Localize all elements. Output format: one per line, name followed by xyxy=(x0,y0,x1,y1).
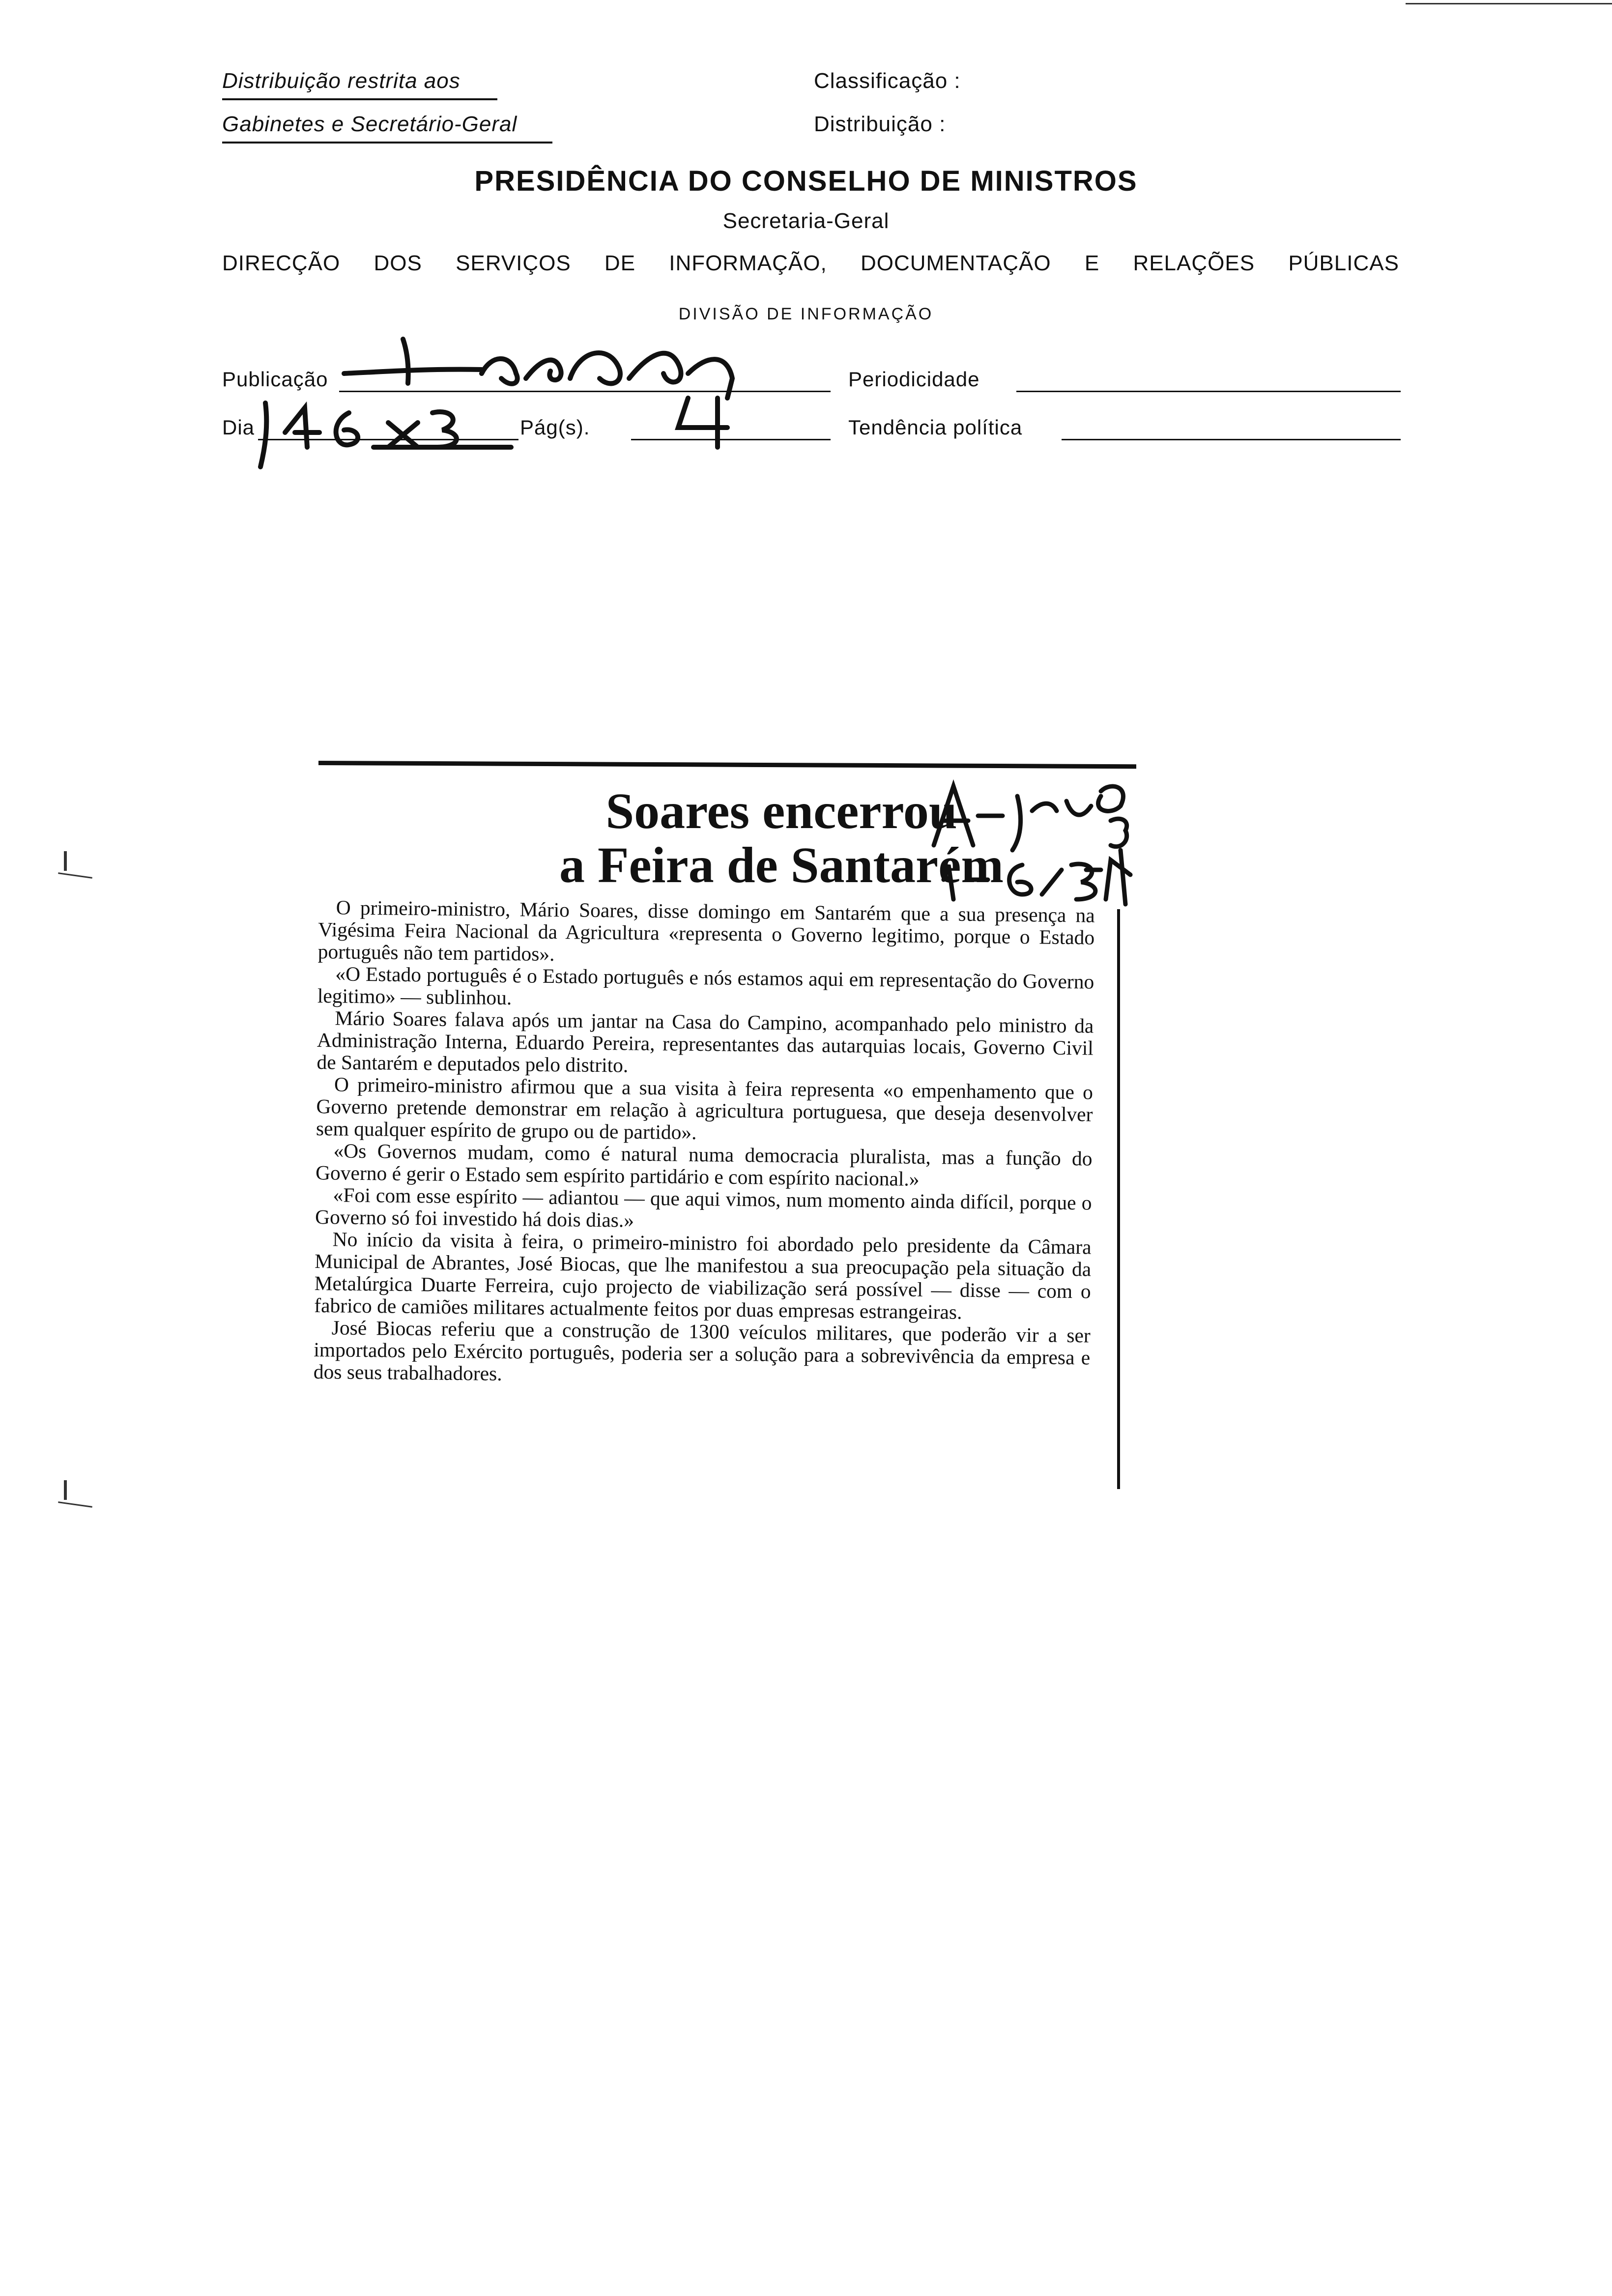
directorate-word: E xyxy=(1084,251,1100,275)
classification-label: Classificação : xyxy=(814,69,961,93)
clipping-right-edge xyxy=(1117,909,1120,1489)
directorate-word: SERVIÇOS xyxy=(456,251,571,275)
directorate-word: INFORMAÇÃO, xyxy=(669,251,827,275)
political-tendency-field-line xyxy=(1062,439,1401,440)
article-paragraph: «O Estado português é o Estado português e nós estamos aqui em representação do Governo legitimo» — sublinhou. xyxy=(317,962,1094,1009)
date-label: Dia xyxy=(222,416,255,439)
handwritten-annotation xyxy=(924,776,1150,924)
directorate-word: DE xyxy=(604,251,636,275)
publication-label: Publicação xyxy=(222,368,328,391)
scan-margin-mark xyxy=(64,1480,67,1500)
article-paragraph: O primeiro-ministro afirmou que a sua visita à feira representa «o empenhamento que o Governo pretende demonstrar em relação à agricultura portuguesa, que deseja desenvolver sem qualquer espírito de grupo ou de partido». xyxy=(316,1073,1094,1144)
article-paragraph: «Foi com esse espírito — adiantou — que aqui vimos, num momento ainda difícil, porque o Governo só foi investido há dois dias.» xyxy=(315,1183,1092,1232)
handwritten-date xyxy=(246,393,521,472)
article-paragraph: O primeiro-ministro, Mário Soares, disse domingo em Santarém que a sua presença na Vigésima Feira Nacional da Agricultura «representa o Governo legitimo, porque o Estado português não tem partidos». xyxy=(317,896,1095,966)
headline-line-1: Soares encerrou xyxy=(605,783,957,839)
page-subtitle: Secretaria-Geral xyxy=(722,209,890,233)
article-paragraph: «Os Governos mudam, como é natural numa democracia pluralista, mas a função do Governo é gerir o Estado sem espírito partidário e com espírito nacional.» xyxy=(315,1139,1093,1190)
distribution-underline-2 xyxy=(222,142,552,144)
headline-line-2: a Feira de Santarém xyxy=(559,837,1004,893)
scan-edge-line xyxy=(1406,3,1612,4)
distribution-line-2: Gabinetes e Secretário-Geral xyxy=(222,112,518,136)
distribution-line-1: Distribuição restrita aos xyxy=(222,69,461,93)
handwritten-publication xyxy=(334,324,777,398)
distribution-underline-1 xyxy=(222,98,497,100)
clipping-top-rule xyxy=(318,761,1136,769)
article-body xyxy=(314,896,1095,1391)
directorate-word: DOCUMENTAÇÃO xyxy=(860,251,1051,275)
division-label: DIVISÃO DE INFORMAÇÃO xyxy=(678,305,934,323)
handwritten-pages xyxy=(668,388,777,452)
scan-margin-mark xyxy=(58,872,92,879)
scan-margin-mark xyxy=(64,851,67,871)
directorate-line xyxy=(222,251,1399,276)
scan-margin-mark xyxy=(58,1501,92,1508)
article-paragraph: No início da visita à feira, o primeiro-ministro foi abordado pelo presidente da Câmara Municipal de Abrantes, José Biocas, que lhe manifestou a sua preocupação pela situação da Metalúrgica Duarte Ferreira, cujo projecto de viabilização será possível — disse — com o fabrico de camiões militares actualmente feitos por duas empresas estrangeiras. xyxy=(314,1228,1092,1323)
periodicity-field-line xyxy=(1016,391,1401,392)
article-paragraph: Mário Soares falava após um jantar na Casa do Campino, acompanhado pelo ministro da Administração Interna, Eduardo Pereira, representantes das autarquias locais, Governo Civil de Santarém e deputados pelo distrito. xyxy=(317,1006,1094,1077)
page-title: PRESIDÊNCIA DO CONSELHO DE MINISTROS xyxy=(474,165,1138,197)
political-tendency-label: Tendência política xyxy=(848,416,1023,439)
article-paragraph: José Biocas referiu que a construção de 1300 veículos militares, que poderão vir a ser importados pelo Exército português, poderia ser a solução para a sobrevivência da empresa e dos seus trabalhadores. xyxy=(313,1316,1091,1385)
directorate-word: DOS xyxy=(374,251,422,275)
directorate-word: PÚBLICAS xyxy=(1288,251,1399,275)
directorate-word: RELAÇÕES xyxy=(1133,251,1255,275)
periodicity-label: Periodicidade xyxy=(848,368,980,391)
pages-label: Pág(s). xyxy=(520,416,590,439)
directorate-word: DIRECÇÃO xyxy=(222,251,341,275)
distribution-label: Distribuição : xyxy=(814,112,946,136)
